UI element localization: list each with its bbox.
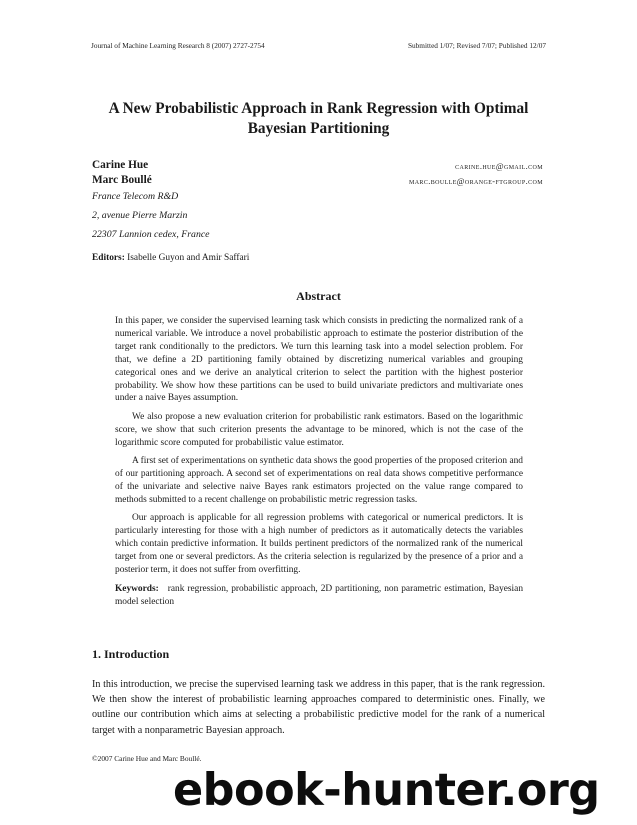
affiliation-line: 2, avenue Pierre Marzin — [92, 210, 188, 221]
title-line-2: Bayesian Partitioning — [247, 120, 390, 137]
copyright-footer — [92, 754, 201, 763]
paper-title — [60, 99, 577, 139]
abstract-heading: Abstract — [296, 289, 341, 303]
author-email: marc.boulle@orange-ftgroup.com — [408, 177, 543, 186]
abstract-body — [115, 315, 523, 614]
editors-line — [92, 253, 249, 263]
abstract-paragraph: In this paper, we consider the supervised learning task which consists in predicting the normalized rank of a numerical variable. We introduce a novel probabilistic approach to estimate the posterior distribution of the target rank conditionally to the predictors. We turn this learning task into a model selection problem. For that, we define a 2D partitioning family obtained by discretizing numerical variables and grouping categorical ones and we derive an analytical criterion to select the partition with the highest posterior probability. We show how these partitions can be used to build univariate predictors and multivariate ones under a naive Bayes assumption. — [115, 316, 523, 404]
affiliation — [92, 187, 210, 244]
abstract-paragraph: Our approach is applicable for all regression problems with categorical or numerical predictors. It is particularly interesting for those with a high number of predictors as it automatically detects the variables which contain predictive information. It builds pertinent predictors of the normalized rank of the numerical target from one or several predictors. As the criteria selection is regularized by the presence of a prior and a posterior term, it does not suffer from overfitting. — [115, 513, 523, 576]
abstract-paragraph: We also propose a new evaluation criterion for probabilistic rank estimators. Based on the logarithmic score, we show that such criterion presents the advantage to be minored, which is not the case of the logarithmic score computed for probabilistic value estimator. — [115, 411, 523, 448]
copyright-text: 2007 Carine Hue and Marc Boullé. — [97, 754, 202, 763]
title-line-1: A New Probabilistic Approach in Rank Regression with Optimal — [108, 100, 529, 117]
keywords-text: rank regression, probabilistic approach, 2D partitioning, non parametric estimation, Bayesian model selection — [115, 583, 524, 607]
affiliation-line: 22307 Lannion cedex, France — [92, 229, 210, 240]
section-body — [92, 677, 545, 738]
editors-names: Isabelle Guyon and Amir Saffari — [127, 253, 250, 263]
watermark: ebook-hunter.org — [173, 765, 600, 816]
journal-header: Journal of Machine Learning Research 8 (2007) 2727-2754 — [91, 41, 265, 50]
editors-label: Editors: — [92, 253, 125, 263]
abstract-paragraph: A first set of experimentations on synthetic data shows the good properties of the proposed criterion and of our partitioning approach. A second set of experimentations on real data shows competitive performance of the univariate and selective naive Bayes rank estimators projected on the value range compared to methods submitted to a recent challenge on probabilistic metric regression tasks. — [115, 456, 523, 505]
author-name: Marc Boullé — [92, 174, 152, 186]
section-heading: 1. Introduction — [92, 647, 170, 661]
keywords-label: Keywords: — [115, 583, 159, 594]
keywords — [115, 583, 523, 609]
author-email: carine.hue@gmail.com — [455, 162, 543, 171]
section-paragraph: In this introduction, we precise the supervised learning task we address in this paper, that is the rank regression. We then show the interest of probabilistic learning approaches compared to deterministic ones. Finally, we outline our contribution which aims at selecting a probabilistic predictive model for the rank of a numerical target with a nonparametric Bayesian approach. — [92, 679, 545, 736]
affiliation-line: France Telecom R&D — [92, 191, 179, 202]
publication-dates: Submitted 1/07; Revised 7/07; Published 12/07 — [407, 41, 546, 50]
author-name: Carine Hue — [92, 159, 149, 171]
copyright-symbol: © — [92, 754, 98, 763]
